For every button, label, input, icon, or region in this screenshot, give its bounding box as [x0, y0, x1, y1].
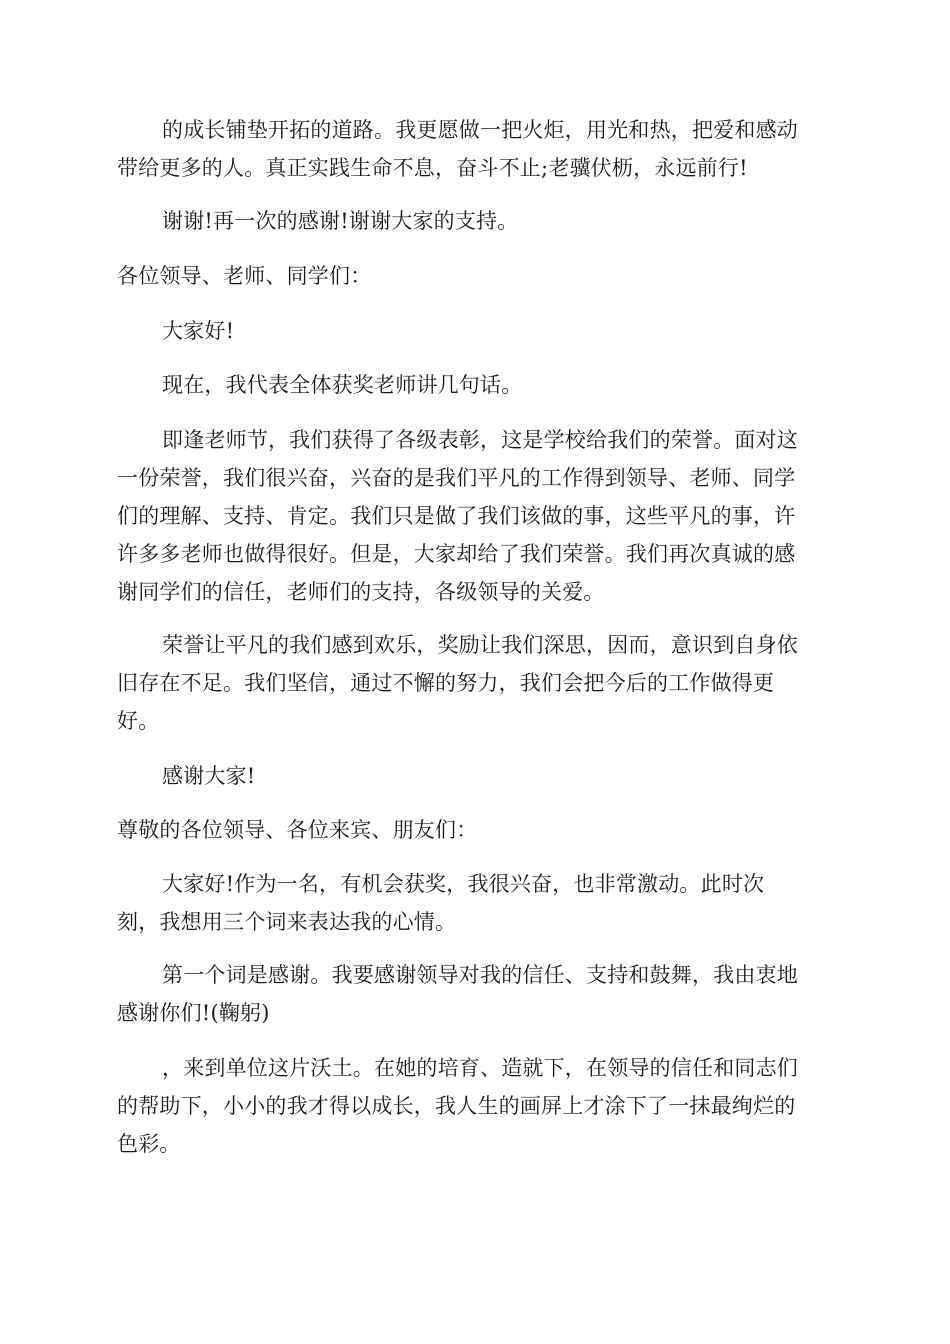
text-line: ，来到单位这片沃土。在她的培育、造就下，在领导的信任和同志们 [162, 1056, 798, 1080]
text-line: 谢谢!再一次的感谢!谢谢大家的支持。 [162, 209, 519, 233]
salutation: 各位领导、老师、同学们： [117, 264, 372, 288]
text-line: 刻，我想用三个词来表达我的心情。 [117, 910, 457, 934]
text-line: 第一个词是感谢。我要感谢领导对我的信任、支持和鼓舞，我由衷地 [162, 963, 798, 987]
text-line: 感谢大家! [162, 764, 256, 788]
text-line: 色彩。 [117, 1132, 181, 1156]
text-line: 带给更多的人。真正实践生命不息，奋斗不止;老骥伏枥，永远前行! [117, 156, 748, 180]
text-line: 许多多老师也做得很好。但是，大家却给了我们荣誉。我们再次真诚的感 [117, 542, 796, 566]
text-line: 即逢老师节，我们获得了各级表彰，这是学校给我们的荣誉。面对这 [162, 428, 798, 452]
text-line: 们的理解、支持、肯定。我们只是做了我们该做的事，这些平凡的事，许 [117, 504, 796, 528]
text-line: 现在，我代表全体获奖老师讲几句话。 [162, 373, 523, 397]
salutation: 尊敬的各位领导、各位来宾、朋友们： [117, 818, 478, 842]
text-line: 大家好!作为一名，有机会获奖，我很兴奋，也非常激动。此时次 [162, 872, 765, 896]
text-line: 旧存在不足。我们坚信，通过不懈的努力，我们会把今后的工作做得更 [117, 671, 775, 695]
text-line: 谢同学们的信任，老师们的支持，各级领导的关爱。 [117, 580, 605, 604]
text-line: 一份荣誉，我们很兴奋，兴奋的是我们平凡的工作得到领导、老师、同学 [117, 466, 796, 490]
text-line: 的成长铺垫开拓的道路。我更愿做一把火炬，用光和热，把爱和感动 [162, 118, 798, 142]
text-line: 的帮助下，小小的我才得以成长，我人生的画屏上才涂下了一抹最绚烂的 [117, 1094, 796, 1118]
text-line: 感谢你们!(鞠躬) [117, 1001, 270, 1025]
text-line: 荣誉让平凡的我们感到欢乐，奖励让我们深思，因而，意识到自身依 [162, 633, 798, 657]
text-line: 大家好! [162, 319, 235, 343]
text-line: 好。 [117, 709, 160, 733]
